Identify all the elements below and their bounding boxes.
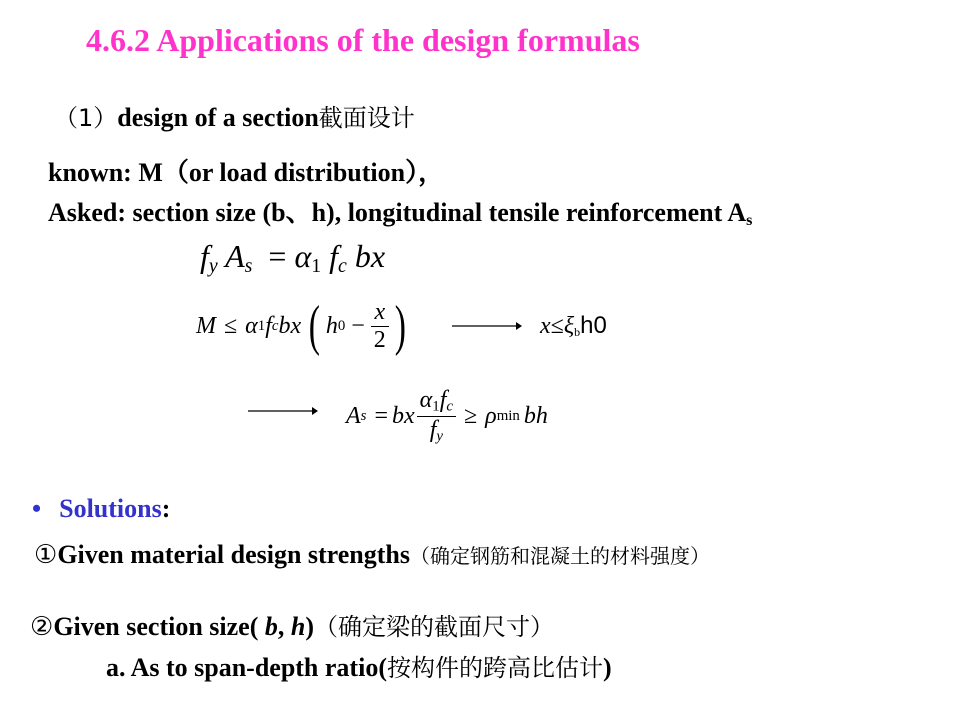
eq2-le: ≤ xyxy=(224,312,238,339)
asked-sub: s xyxy=(746,212,753,230)
eq2-bx: bx xyxy=(278,312,302,339)
step2a-chinese: 按构件的跨高比估计 xyxy=(386,654,603,682)
eq2-zero: 0 xyxy=(337,317,346,334)
equation-3 xyxy=(346,376,548,456)
eq1-s: s xyxy=(244,254,253,277)
solutions-colon: : xyxy=(161,494,171,523)
equation-1 xyxy=(200,238,385,278)
eq3-ge: ≥ xyxy=(464,402,478,429)
eq2-M: M xyxy=(196,312,216,339)
eq2-alpha: α xyxy=(245,312,258,339)
known-paren: （or load distribution）， xyxy=(162,158,445,187)
eq1-equals: = xyxy=(268,238,287,274)
eq2-c: c xyxy=(271,317,279,334)
eq1-c: c xyxy=(338,254,347,277)
eq2-x: x xyxy=(374,298,386,325)
step2-h: h xyxy=(290,612,306,641)
known-line xyxy=(48,152,444,189)
heading-number: （1） xyxy=(54,104,118,132)
eq3-fraction xyxy=(417,387,456,445)
solutions-label: Solutions xyxy=(59,494,162,523)
step2-marker: ② xyxy=(30,612,54,642)
known-label: known: M xyxy=(48,158,163,187)
step2-comma: , xyxy=(277,612,291,641)
eq1-f: f xyxy=(200,238,209,274)
eq3-s: s xyxy=(360,407,367,424)
equation-2 xyxy=(196,296,409,356)
eq2-h: h xyxy=(325,312,338,339)
bullet: • xyxy=(32,494,42,523)
eq3-f: f xyxy=(439,386,447,413)
eq3-A: A xyxy=(346,402,361,429)
eq2-left-paren: ( xyxy=(308,295,321,357)
eq3-bx: bx xyxy=(392,402,415,429)
step1-marker: ① xyxy=(34,540,58,570)
page-title: 4.6.2 Applications of the design formulas xyxy=(86,22,640,58)
cond-le: ≤ xyxy=(550,313,564,339)
eq2-two: 2 xyxy=(373,326,386,353)
eq3-equals: = xyxy=(374,402,389,429)
step-2a xyxy=(106,648,612,683)
step2a-text: a. As to span-depth ratio( xyxy=(106,653,387,682)
heading-chinese: 截面设计 xyxy=(318,104,415,132)
eq3-bh: bh xyxy=(523,402,548,429)
step-1 xyxy=(34,540,710,570)
eq2-one: 1 xyxy=(257,317,266,334)
asked-line xyxy=(48,192,752,230)
step2-b: b xyxy=(264,612,278,641)
step2-chinese: （确定梁的截面尺寸） xyxy=(314,613,555,641)
eq3-alpha: α xyxy=(419,386,433,413)
eq1-fc: f xyxy=(329,238,339,274)
solutions-line xyxy=(32,494,170,524)
cond-h0: h0 xyxy=(580,312,607,339)
eq3-one: 1 xyxy=(432,398,440,415)
step2-text-pre: Given section size( xyxy=(53,612,265,641)
condition xyxy=(540,312,607,340)
step2a-close: ) xyxy=(602,653,612,682)
section-heading xyxy=(54,98,415,133)
cond-xi: ξ xyxy=(563,313,575,339)
eq1-bx: bx xyxy=(354,238,386,274)
eq3-rho: ρ xyxy=(485,402,497,429)
eq1-y: y xyxy=(208,254,218,277)
eq3-c: c xyxy=(446,398,453,415)
eq1-A: A xyxy=(225,238,245,274)
eq3-y: y xyxy=(436,428,443,445)
arrow-right-icon xyxy=(452,320,522,332)
cond-b: b xyxy=(574,325,581,339)
heading-text: design of a section xyxy=(117,103,319,132)
eq2-fraction xyxy=(371,299,389,354)
step-2 xyxy=(30,607,554,642)
eq1-alpha: α xyxy=(294,238,312,274)
arrow-right-icon-2 xyxy=(248,405,318,417)
asked-text: Asked: section size (b、h), longitudinal tensile reinforcement A xyxy=(48,198,747,227)
step1-chinese: （确定钢筋和混凝土的材料强度） xyxy=(410,544,710,568)
eq2-minus: − xyxy=(351,312,365,339)
step2-text-post: ) xyxy=(305,612,315,641)
eq1-one: 1 xyxy=(311,254,322,277)
eq2-right-paren: ) xyxy=(394,295,406,357)
step1-text: Given material design strengths xyxy=(57,540,410,569)
eq3-fy: f xyxy=(429,416,437,443)
eq3-denominator xyxy=(427,417,446,446)
eq2-f: f xyxy=(265,312,272,339)
eq3-min: min xyxy=(496,407,520,424)
cond-x: x xyxy=(540,313,551,339)
eq3-numerator xyxy=(417,387,456,416)
